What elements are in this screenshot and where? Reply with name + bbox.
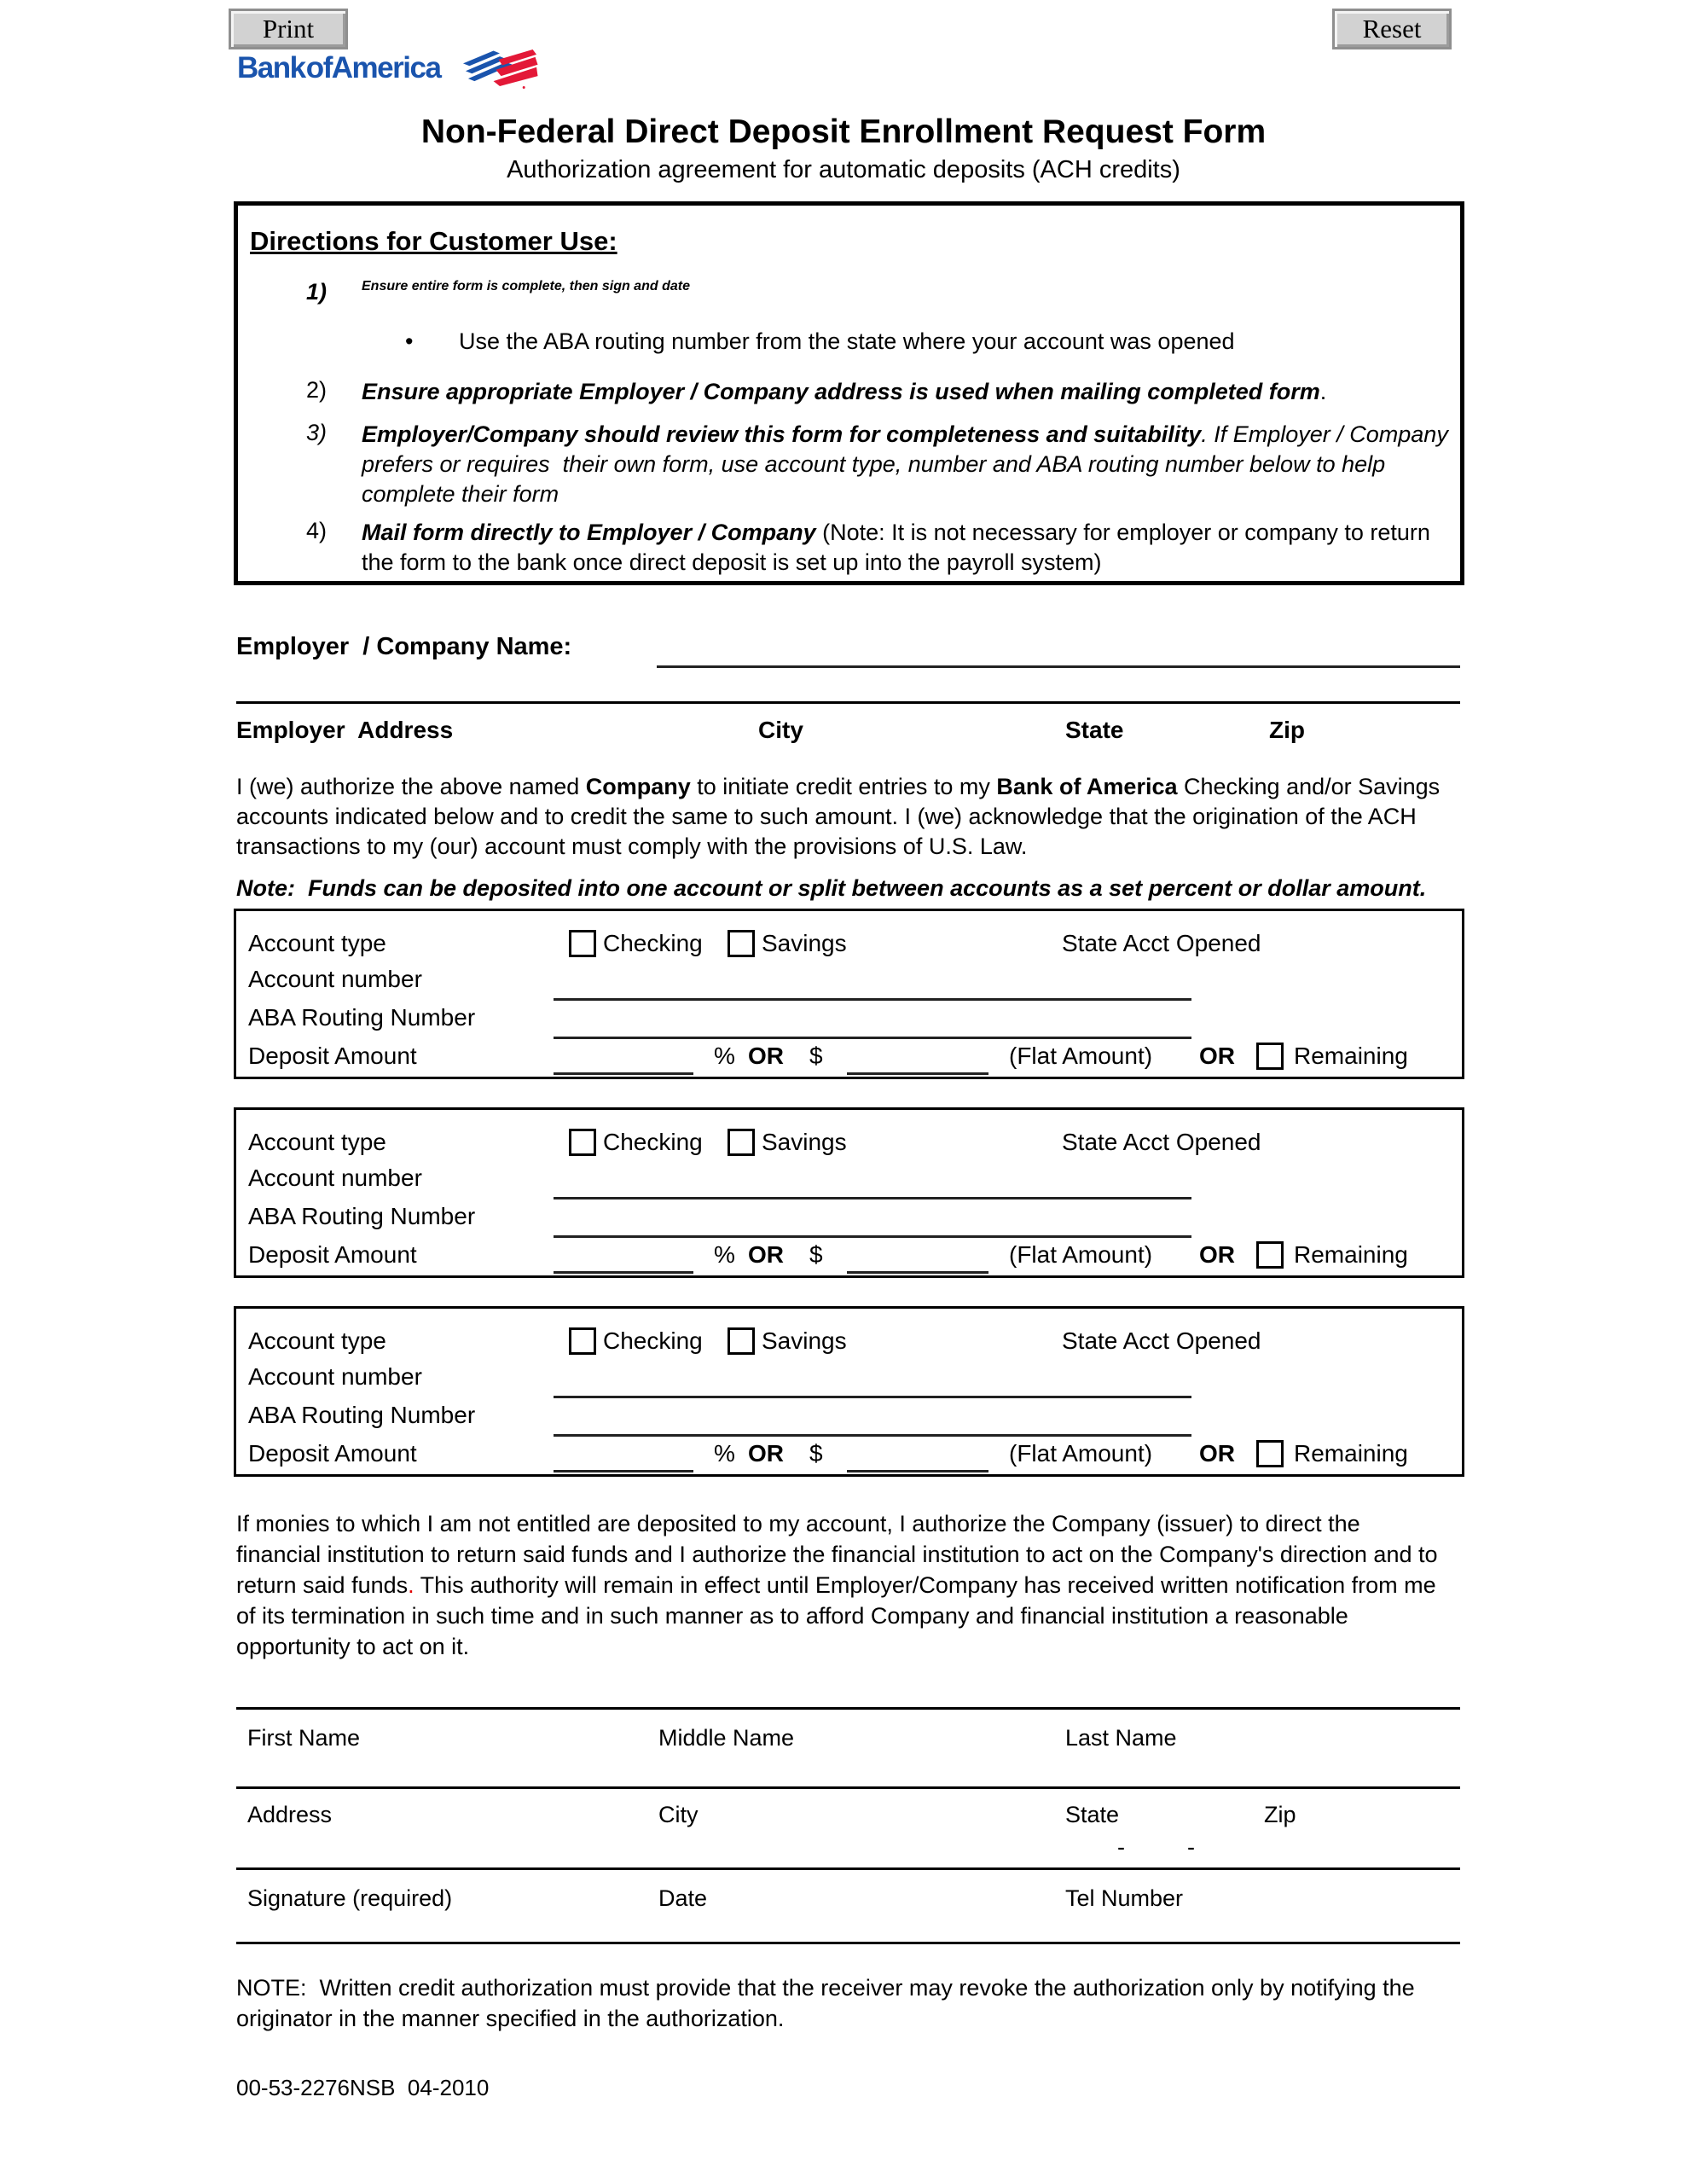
remaining-label: Remaining <box>1294 1241 1408 1268</box>
aba-routing-number-label: ABA Routing Number <box>248 1402 476 1428</box>
account-number-label: Account number <box>248 1363 422 1390</box>
aba-routing-input-line[interactable] <box>554 1434 1191 1437</box>
personal-table-line-2 <box>236 1786 1460 1789</box>
employer-zip-header: Zip <box>1269 717 1305 743</box>
deposit-flat-input-line[interactable] <box>847 1271 988 1274</box>
directions-box <box>234 201 1464 585</box>
checking-label: Checking <box>603 1327 703 1354</box>
state-label: State <box>1065 1802 1120 1827</box>
checking-checkbox[interactable] <box>569 1129 596 1156</box>
or-label-1: OR <box>748 1241 784 1268</box>
tel-dash-1: - <box>1117 1834 1125 1860</box>
aba-routing-number-label: ABA Routing Number <box>248 1203 476 1229</box>
account-block-3 <box>234 1306 1464 1477</box>
liability-text-after: This authority will remain in effect until Employer/Company has received written notification from me of its termination in such time and in such manner as to afford Company and financial institution a reasonable opportunity to act on it. <box>236 1572 1443 1659</box>
aba-routing-bullet-text: Use the ABA routing number from the state where your account was opened <box>459 328 1235 354</box>
deposit-amount-label: Deposit Amount <box>248 1440 417 1467</box>
savings-label: Savings <box>762 1129 847 1155</box>
revocation-note: NOTE: Written credit authorization must provide that the receiver may revoke the authorization only by notifying the originator in the manner specified in the authorization. <box>236 1975 1422 2031</box>
authorization-text-after: Checking and/or Savings accounts indicated below and to credit the same to such amount. I (we) acknowledge that the origination of the ACH transactions to my (our) account must comply with the provisions of U.S. Law. <box>236 774 1446 859</box>
directions-heading: Directions for Customer Use: <box>250 226 617 256</box>
state-acct-opened-label: State Acct Opened <box>1062 930 1261 956</box>
aba-routing-input-line[interactable] <box>554 1037 1191 1039</box>
last-name-label: Last Name <box>1065 1725 1177 1751</box>
account-number-input-line[interactable] <box>554 1197 1191 1199</box>
form-subtitle: Authorization agreement for automatic deposits (ACH credits) <box>507 156 1180 183</box>
direction-2-tail: . <box>1319 379 1327 404</box>
direction-4-tail: (Note: It is not necessary for employer or company to return the form to the bank once direct deposit is set up into the payroll system) <box>362 520 1437 575</box>
checking-checkbox[interactable] <box>569 1327 596 1355</box>
signature-label: Signature (required) <box>247 1885 453 1911</box>
remaining-label: Remaining <box>1294 1043 1408 1069</box>
direction-3-number: 3) <box>306 420 328 445</box>
account-block-1 <box>234 909 1464 1079</box>
personal-table-line-top <box>236 1707 1460 1710</box>
account-type-label: Account type <box>248 1327 386 1354</box>
checking-label: Checking <box>603 1129 703 1155</box>
deposit-percent-input-line[interactable] <box>554 1072 693 1075</box>
aba-routing-number-label: ABA Routing Number <box>248 1004 476 1031</box>
liability-text: If monies to which I am not entitled are deposited to my account, I authorize the Company (issuer) to direct the financial institution to return said funds and I authorize the financial institution to act on the Company's direction and to return said funds <box>236 1511 1445 1598</box>
remaining-checkbox[interactable] <box>1256 1440 1284 1467</box>
date-label: Date <box>658 1885 708 1911</box>
address-label: Address <box>247 1802 333 1827</box>
deposit-percent-input-line[interactable] <box>554 1470 693 1472</box>
state-acct-opened-label: State Acct Opened <box>1062 1327 1261 1354</box>
percent-sign: % <box>714 1241 735 1268</box>
checking-checkbox[interactable] <box>569 930 596 957</box>
form-number: 00-53-2276NSB 04-2010 <box>236 2075 490 2100</box>
deposit-amount-label: Deposit Amount <box>248 1241 417 1268</box>
direction-1-text: Ensure entire form is complete, then sign and date <box>362 279 690 293</box>
zip-label: Zip <box>1264 1802 1296 1827</box>
state-acct-opened-label: State Acct Opened <box>1062 1129 1261 1155</box>
authorization-text-mid: to initiate credit entries to my <box>690 774 997 799</box>
savings-checkbox[interactable] <box>728 1129 755 1156</box>
savings-label: Savings <box>762 930 847 956</box>
dollar-sign: $ <box>809 1043 823 1069</box>
split-deposit-note: Note: Funds can be deposited into one account or split between accounts as a set percent or dollar amount. <box>236 875 1427 901</box>
deposit-amount-label: Deposit Amount <box>248 1043 417 1069</box>
reset-button[interactable]: Reset <box>1332 9 1452 49</box>
savings-checkbox[interactable] <box>728 1327 755 1355</box>
direction-1-number: 1) <box>306 279 328 305</box>
direction-4-bold: Mail form directly to Employer / Company <box>362 520 816 545</box>
checking-label: Checking <box>603 930 703 956</box>
account-type-label: Account type <box>248 930 386 956</box>
direction-4-number: 4) <box>306 518 328 543</box>
direction-2-text <box>362 377 1458 407</box>
or-label-1: OR <box>748 1440 784 1467</box>
authorization-paragraph <box>236 772 1447 862</box>
city-label: City <box>658 1802 699 1827</box>
personal-table-line-3 <box>236 1867 1460 1870</box>
savings-checkbox[interactable] <box>728 930 755 957</box>
flat-amount-label: (Flat Amount) <box>1009 1043 1153 1069</box>
dollar-sign: $ <box>809 1241 823 1268</box>
or-label-1: OR <box>748 1043 784 1069</box>
first-name-label: First Name <box>247 1725 361 1751</box>
authorization-boa-bold: Bank of America <box>996 774 1178 799</box>
percent-sign: % <box>714 1043 735 1069</box>
remaining-checkbox[interactable] <box>1256 1241 1284 1269</box>
account-number-label: Account number <box>248 1165 422 1191</box>
dollar-sign: $ <box>809 1440 823 1467</box>
direction-3-bold: Employer/Company should review this form for completeness and suitability <box>362 421 1202 447</box>
deposit-flat-input-line[interactable] <box>847 1072 988 1075</box>
percent-sign: % <box>714 1440 735 1467</box>
or-label-2: OR <box>1199 1043 1235 1069</box>
authorization-text: I (we) authorize the above named <box>236 774 586 799</box>
employer-section-divider <box>236 701 1460 704</box>
employer-company-name-label: Employer / Company Name: <box>236 633 572 660</box>
employer-address-header: Employer Address <box>236 717 454 743</box>
employer-company-name-input-line[interactable] <box>657 635 1460 668</box>
tel-dash-2: - <box>1187 1834 1195 1860</box>
remaining-checkbox[interactable] <box>1256 1043 1284 1070</box>
direction-2-bold: Ensure appropriate Employer / Company address is used when mailing completed form <box>362 379 1320 404</box>
bank-of-america-logo-text: Bank of America <box>237 51 441 84</box>
flat-amount-label: (Flat Amount) <box>1009 1440 1153 1467</box>
flat-amount-label: (Flat Amount) <box>1009 1241 1153 1268</box>
personal-table-line-bottom <box>236 1942 1460 1944</box>
liability-paragraph <box>236 1508 1445 1662</box>
liability-red-period: . <box>408 1572 415 1598</box>
savings-label: Savings <box>762 1327 847 1354</box>
authorization-company-bold: Company <box>585 774 691 799</box>
or-label-2: OR <box>1199 1440 1235 1467</box>
employer-state-header: State <box>1065 717 1124 743</box>
bank-of-america-logo <box>237 49 548 89</box>
employer-city-header: City <box>758 717 803 743</box>
direction-3-tail: . If Employer / Company prefers or requires their own form, use account type, number and ABA routing number below to help complete their form <box>362 421 1455 507</box>
account-number-label: Account number <box>248 966 422 992</box>
bullet-icon: • <box>405 328 414 354</box>
middle-name-label: Middle Name <box>658 1725 795 1751</box>
form-title: Non-Federal Direct Deposit Enrollment Request Form <box>420 113 1267 150</box>
aba-routing-input-line[interactable] <box>554 1235 1191 1238</box>
tel-number-label: Tel Number <box>1065 1885 1184 1911</box>
deposit-percent-input-line[interactable] <box>554 1271 693 1274</box>
direction-2-number: 2) <box>306 377 328 403</box>
direction-4-text <box>362 518 1462 578</box>
or-label-2: OR <box>1199 1241 1235 1268</box>
account-block-2 <box>234 1107 1464 1278</box>
account-number-input-line[interactable] <box>554 1396 1191 1398</box>
bank-of-america-flag-icon <box>452 49 548 89</box>
account-number-input-line[interactable] <box>554 998 1191 1001</box>
direction-3-text <box>362 420 1458 509</box>
deposit-flat-input-line[interactable] <box>847 1470 988 1472</box>
account-type-label: Account type <box>248 1129 386 1155</box>
remaining-label: Remaining <box>1294 1440 1408 1467</box>
print-button[interactable]: Print <box>229 9 348 49</box>
